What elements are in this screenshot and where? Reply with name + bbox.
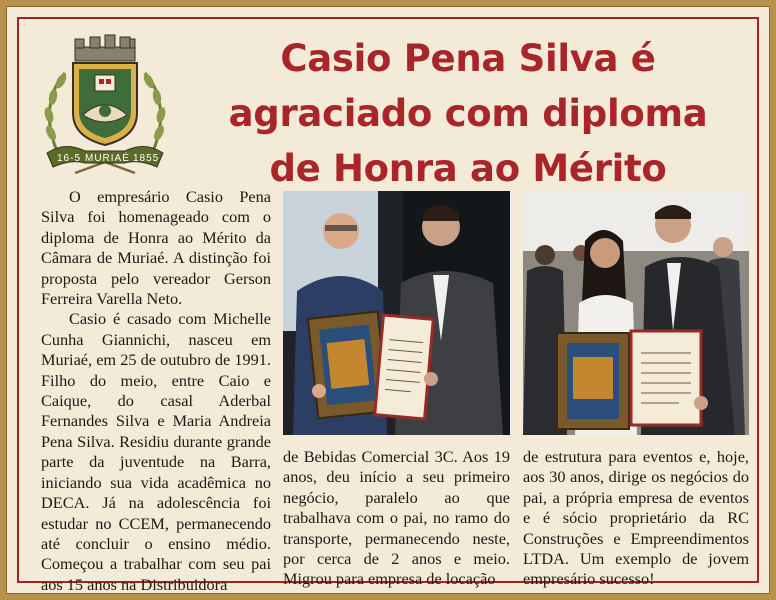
article-paragraph-2: Casio é casado com Michelle Cunha Giannichi, nasceu em Muriaé, em 25 de outubro de 1991. Filho do meio, entre Caio e Caique, do casal Aderbal Fernandes Silva e Maria Andreia Pena Silva. Residiu durante grande parte da juventude na Barra, iniciando sua vida acadêmica no DECA. Já na adolescência foi estudar no CCEM, permanecendo até concluir o ensino médio. Começou a trabalhar com seu pai aos 15 anos na Distribuidora <box>41 309 271 594</box>
article-paragraph-4: de estrutura para eventos e, hoje, aos 30 anos, dirige os negócios do pai, a própria empresa de eventos e é sócio proprietário da RC Construções e Empreendimentos LTDA. Um exemplo de jovem empresário sucesso! <box>523 447 749 589</box>
crest-year: 1855 <box>133 153 160 164</box>
headline <box>175 31 761 196</box>
article-paragraph-3: de Bebidas Comercial 3C. Aos 19 anos, deu início a seu primeiro negócio, paralelo ao que trabalhava com o pai, no ramo do transporte, permanecendo neste, por cerca de 2 anos e meio. Migrou para empresa de locação <box>283 447 510 589</box>
crest-date-left: 16-5 <box>57 153 82 164</box>
article-column-1 <box>41 187 271 595</box>
headline-line-2: agraciado com diploma <box>228 92 708 135</box>
article-column-2 <box>283 447 510 590</box>
newspaper-page <box>6 6 770 594</box>
article-paragraph-1: O empresário Casio Pena Silva foi homenageado com o diploma de Honra ao Mérito da Câmara de Muriaé. A distinção foi proposta pelo vereador Gerson Ferreira Varella Neto. <box>41 187 271 309</box>
headline-line-1: Casio Pena Silva é <box>280 37 656 80</box>
photo-2-image <box>523 191 749 435</box>
photo-1-image <box>283 191 510 435</box>
photo-diploma-ceremony <box>283 191 510 435</box>
crest-city: MURIAÉ <box>85 153 130 164</box>
headline-line-3: de Honra ao Mérito <box>269 147 667 190</box>
muriae-crest <box>35 33 175 179</box>
coat-of-arms-icon <box>35 33 175 179</box>
article-column-3 <box>523 447 749 590</box>
photo-couple-diploma <box>523 191 749 435</box>
